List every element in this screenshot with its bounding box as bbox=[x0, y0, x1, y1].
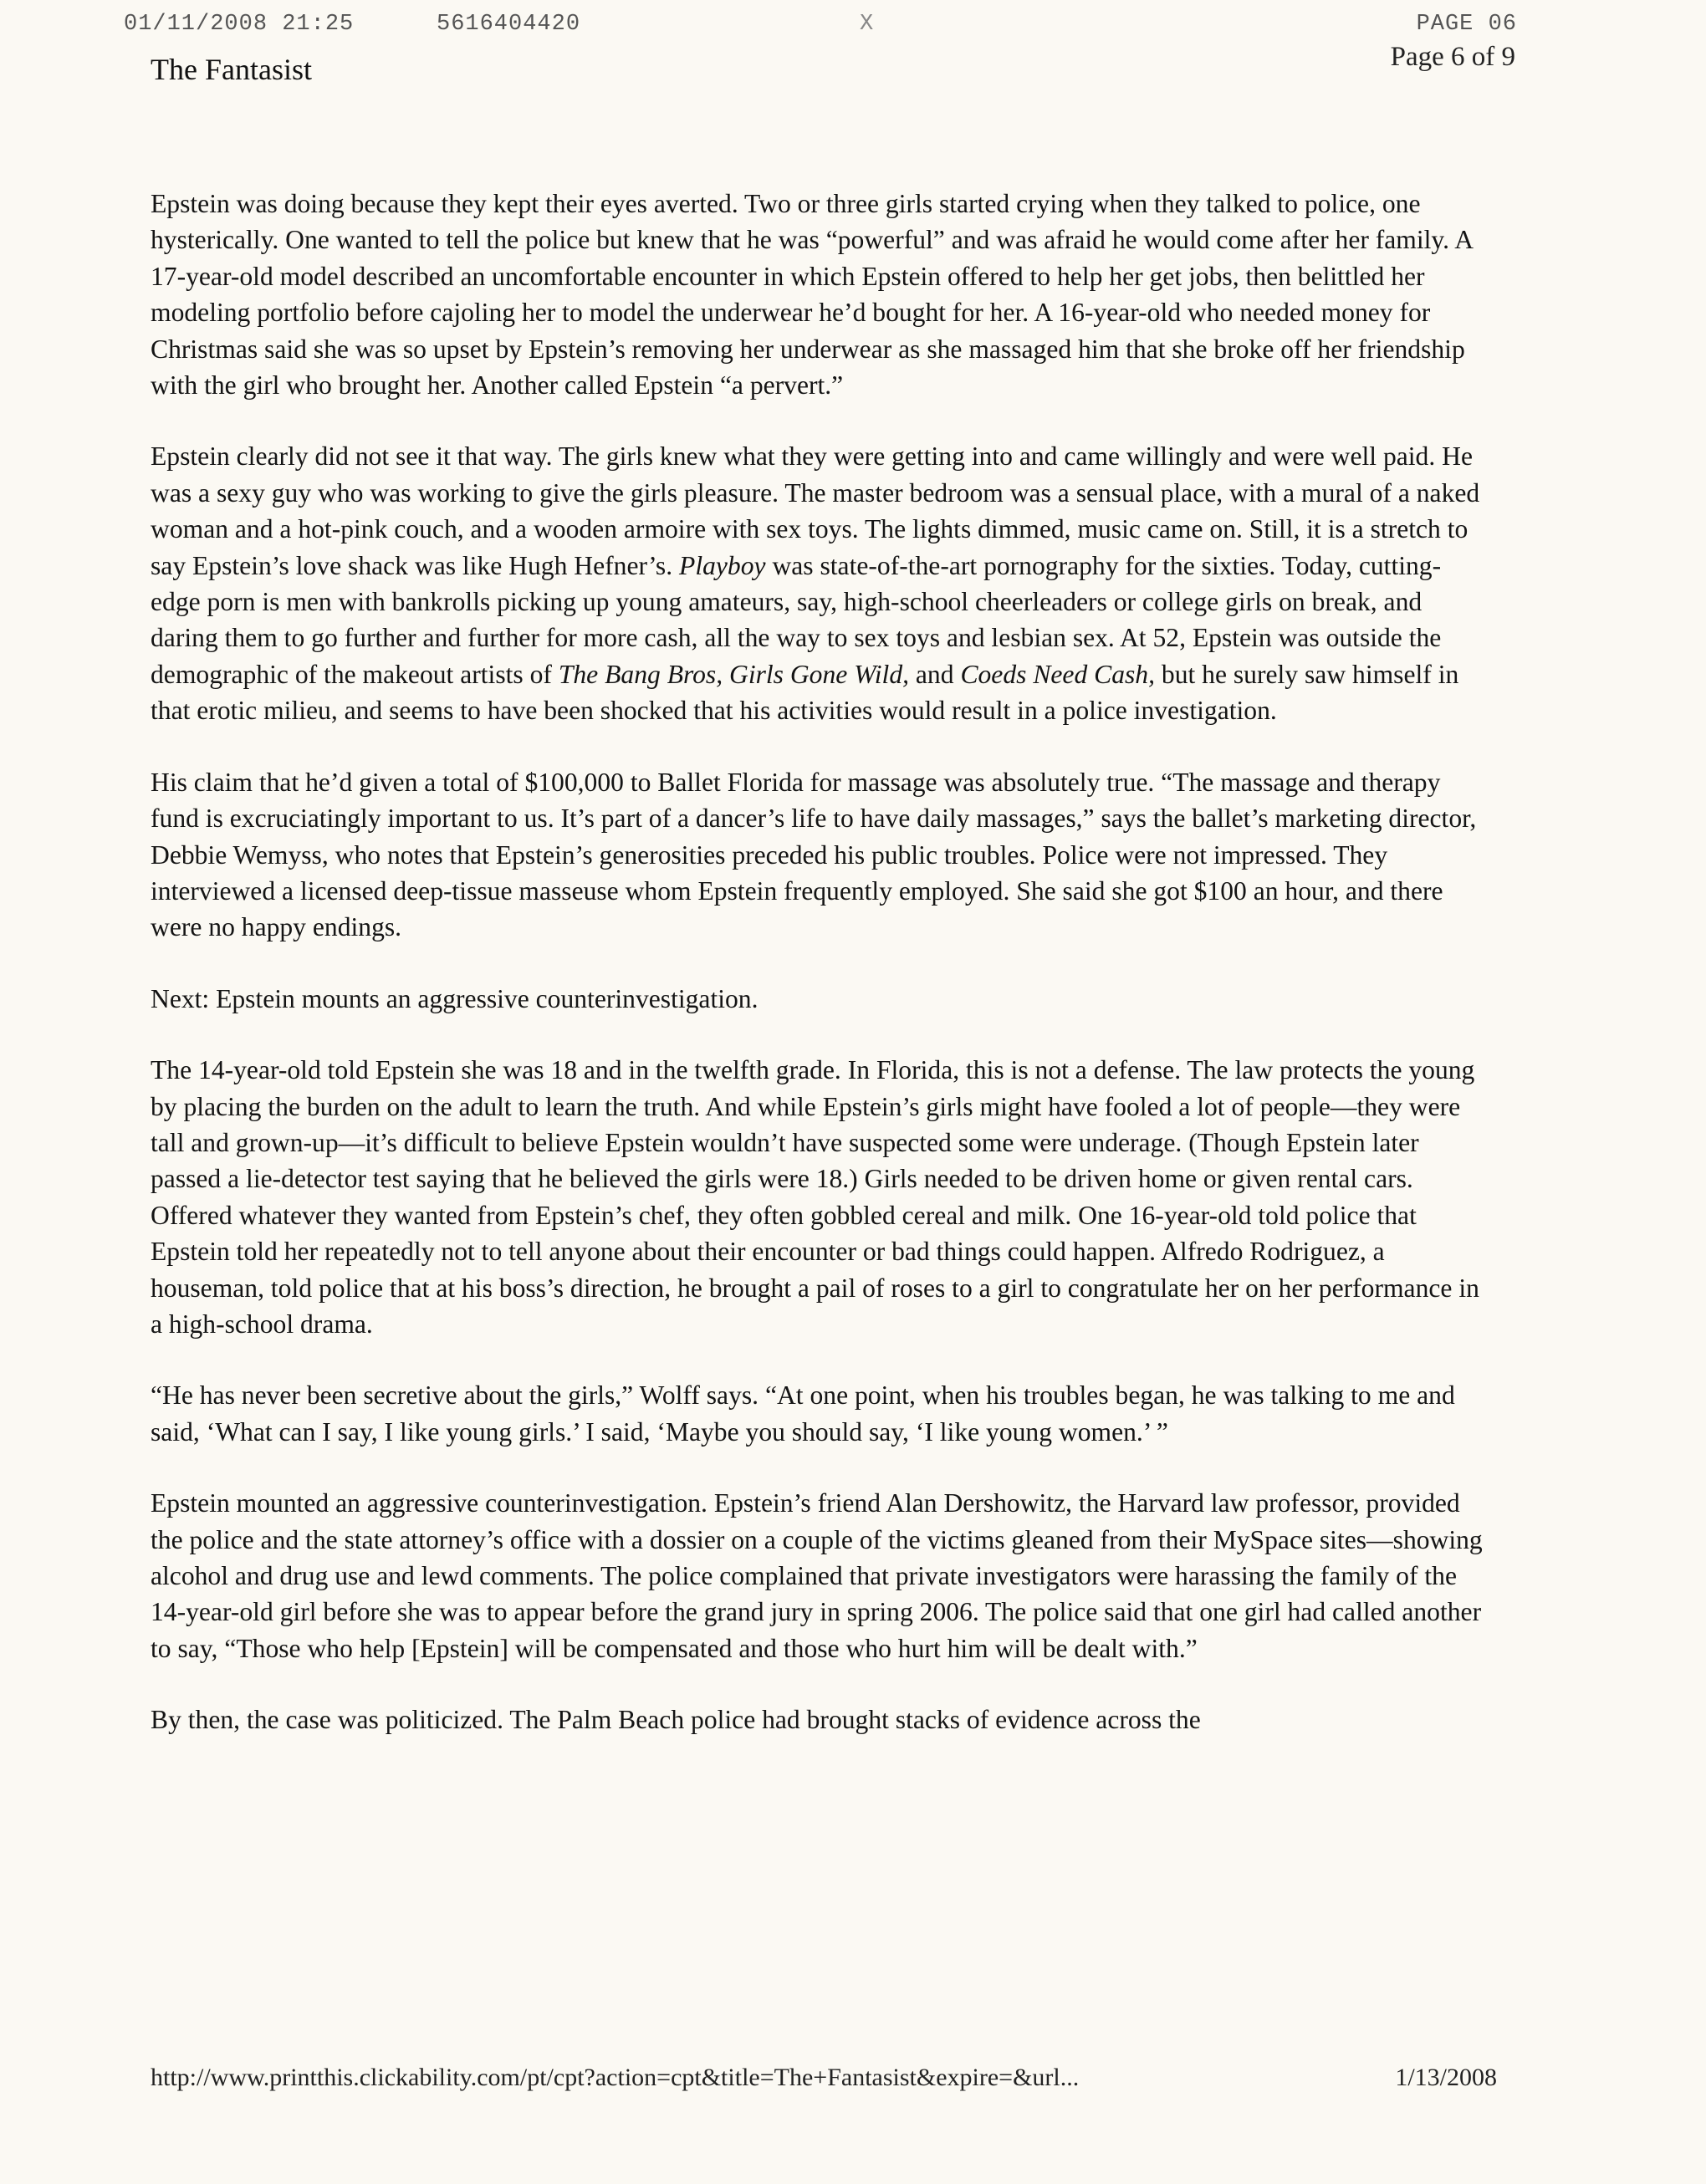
article-body bbox=[151, 186, 1489, 1773]
paragraph bbox=[151, 981, 1489, 1017]
page-number: Page 6 of 9 bbox=[1390, 42, 1515, 72]
footer-date: 1/13/2008 bbox=[1395, 2064, 1497, 2091]
paragraph bbox=[151, 186, 1489, 403]
text-run: Epstein was doing because they kept their eyes averted. Two or three girls started crying when they talked to police, one hysterically. One wanted to tell the police but knew that he was “powerful” and was afraid he would come after her family. A 17-year-old model described an uncomfortable encounter in which Epstein offered to help her get jobs, then belittled her modeling portfolio before cajoling her to model the underwear he’d bought for her. A 16-year-old who needed money for Christmas said she was so upset by Epstein’s removing her underwear as she massaged him that she broke off her friendship with the girl who brought her. Another called Epstein “a pervert.” bbox=[151, 189, 1473, 401]
text-run: His claim that he’d given a total of $100,000 to Ballet Florida for massage was absolutely true. “The massage and therapy fund is excruciatingly important to us. It’s part of a dancer’s life to have daily massages,” says the ballet’s marketing director, Debbie Wemyss, who notes that Epstein’s generosities preceded his public troubles. Police were not impressed. They interviewed a licensed deep-tissue masseuse whom Epstein frequently employed. She said she got $100 an hour, and there were no happy endings. bbox=[151, 767, 1477, 942]
text-run: Epstein mounted an aggressive counterinvestigation. Epstein’s friend Alan Dershowitz, the Harvard law professor, provided the police and the state attorney’s office with a dossier on a couple of the victims gleaned from their MySpace sites—showing alcohol and drug use and lewd comments. The police complained that private investigators were harassing the family of the 14-year-old girl before she was to appear before the grand jury in spring 2006. The police said that one girl had called another to say, “Those who help [Epstein] will be compensated and those who hurt him will be dealt with.” bbox=[151, 1488, 1483, 1663]
italic-title: Playboy bbox=[679, 550, 766, 580]
document-title: The Fantasist bbox=[151, 53, 312, 86]
fax-page-label: PAGE 06 bbox=[1416, 12, 1517, 37]
italic-title: The Bang Bros, Girls Gone Wild, bbox=[558, 659, 910, 689]
paragraph bbox=[151, 1485, 1489, 1666]
text-run: Epstein clearly did not see it that way. The girls knew what they were getting into and came willingly and were well paid. He was a sexy guy who was working to give the girls pleasure. The master bedroom was a sensual place, with a mural of a naked woman and a hot-pink couch, and a wooden armoire with sex toys. The lights dimmed, music came on. Still, it is a stretch to say Epstein’s love shack was like Hugh Hefner’s. bbox=[151, 441, 1480, 580]
text-run: and bbox=[909, 659, 961, 689]
footer-url[interactable]: http://www.printthis.clickability.com/pt/cpt?action=cpt&title=The+Fantasist&expire=&url... bbox=[151, 2064, 1080, 2091]
paragraph bbox=[151, 1052, 1489, 1342]
paragraph bbox=[151, 764, 1489, 946]
text-run: By then, the case was politicized. The Palm Beach police had brought stacks of evidence across the bbox=[151, 1705, 1201, 1735]
text-run: The 14-year-old told Epstein she was 18 and in the twelfth grade. In Florida, this is not a defense. The law protects the young by placing the burden on the adult to learn the truth. And while Epstein’s girls might have fooled a lot of people—they were tall and grown-up—it’s difficult to believe Epstein wouldn’t have suspected some were underage. (Though Epstein later passed a lie-detector test saying that he believed the girls were 18.) Girls needed to be driven home or given rental cars. Offered whatever they wanted from Epstein’s chef, they often gobbled cereal and milk. One 16-year-old told police that Epstein told her repeatedly not to tell anyone about their encounter or bad things could happen. Alfredo Rodriguez, a houseman, told police that at his boss’s direction, he brought a pail of roses to a girl to congratulate her on her performance in a high-school drama. bbox=[151, 1055, 1479, 1339]
fax-datetime: 01/11/2008 21:25 bbox=[124, 12, 355, 37]
paragraph bbox=[151, 1377, 1489, 1450]
text-run: was state-of-the-art pornography for the sixties. Today, cutting-edge porn is men with bankrolls picking up young amateurs, say, high-school cheerleaders or college girls on break, and daring them to go further and further for more cash, all the way to sex toys and lesbian sex. At 52, Epstein was outside the demographic of the makeout artists of bbox=[151, 550, 1442, 689]
italic-title: Coeds Need Cash, bbox=[960, 659, 1155, 689]
text-run: but he surely saw himself in that erotic milieu, and seems to have been shocked that his activities would result in a police investigation. bbox=[151, 659, 1459, 726]
text-run: “He has never been secretive about the girls,” Wolff says. “At one point, when his troubles began, he was talking to me and said, ‘What can I say, I like young girls.’ I said, ‘Maybe you should say, ‘I like young women.’ ” bbox=[151, 1380, 1455, 1447]
fax-number: 5616404420 bbox=[437, 12, 581, 37]
paragraph bbox=[151, 1702, 1489, 1738]
text-run: Next: Epstein mounts an aggressive counterinvestigation. bbox=[151, 983, 759, 1013]
fax-mark: X bbox=[860, 12, 875, 37]
paragraph bbox=[151, 438, 1489, 728]
